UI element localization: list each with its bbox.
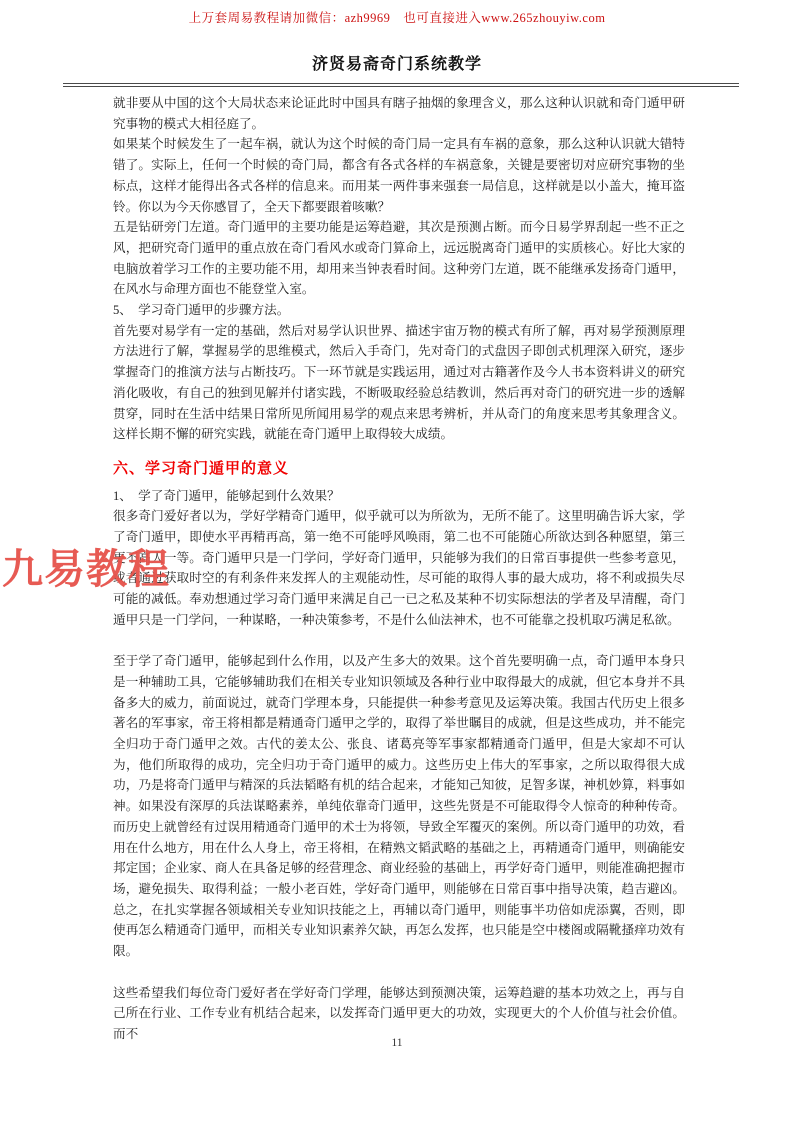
paragraph: 首先要对易学有一定的基础，然后对易学认识世界、描述宇宙万物的模式有所了解，再对易学预测原理方法进行了解，掌握易学的思维模式，然后入手奇门，先对奇门的式盘因子即创式机理深入研究，逐步掌握奇门的推演方法与占断技巧。下一环节就是实践运用，通过对古籍著作及今人书本资料讲义的研究消化吸收，有自己的独到见解并付诸实践，不断吸取经验总结教训，然后再对奇门的研究进一步的透解贯穿，同时在生活中结果日常所见所闻用易学的观点来思考辨析，并从奇门的角度来思考其象理含义。这样长期不懈的研究实践，就能在奇门遁甲上取得较大成绩。 [113, 323, 685, 442]
document-title: 济贤易斋奇门系统教学 [311, 56, 482, 73]
paragraph: 五是钻研旁门左道。奇门遁甲的主要功能是运筹趋避，其次是预测占断。而今日易学界刮起一些不正之风，把研究奇门遁甲的重点放在奇门看风水或奇门算命上，远远脱离奇门遁甲的实质核心。好比大家的电脑放着学习工作的主要功能不用，却用来当钟表看时间。这种旁门左道，既不能继承发扬奇门遁甲，在风水与命理方面也不能登堂入室。 [113, 220, 685, 297]
header-promo-notice: 上万套周易教程请加微信：azh9969 也可直接进入www.265zhouyiw.com [188, 11, 606, 25]
paragraph: 就非要从中国的这个大局状态来论证此时中国具有瞎子抽烟的象理含义，那么这种认识就和奇门遁甲研究事物的模式大相径庭了。 [113, 96, 685, 131]
numbered-list-item: 1、 学了奇门遁甲，能够起到什么效果？ [113, 488, 340, 503]
paragraph-spacer [113, 631, 685, 652]
paragraph: 如果某个时候发生了一起车祸，就认为这个时候的奇门局一定具有车祸的意象，那么这种认识就大错特错了。实际上，任何一个时候的奇门局，都含有各式各样的车祸意象，关键是要密切对应研究事物的坐标点，这样才能得出各式各样的信息来。而用某一两件事来强套一局信息，这样就是以小盖大，掩耳盗铃。你以为今天你感冒了，全天下都要跟着咳嗽？ [113, 137, 685, 214]
paragraph: 很多奇门爱好者以为，学好学精奇门遁甲，似乎就可以为所欲为，无所不能了。这里明确告诉大家，学了奇门遁甲，即使水平再精再高，第一绝不可能呼风唤雨，第二也不可能随心所欲达到各种愿望，第三更不高人一等。奇门遁甲只是一门学问，学好奇门遁甲，只能够为我们的日常百事提供一些参考意见，或者通过获取时空的有利条件来发挥人的主观能动性，尽可能的取得人事的最大成功，将不利或损失尽可能的减低。奉劝想通过学习奇门遁甲来满足自己一已之私及某种不切实际想法的学者及早清醒，奇门遁甲只是一门学问，一种谋略，一种决策参考，不是什么仙法神术，也不可能靠之投机取巧满足私欲。 [113, 509, 685, 627]
watermark-text: 九易教程 [2, 546, 170, 592]
paragraph: 这些希望我们每位奇门爱好者在学好奇门学理，能够达到预测决策，运筹趋避的基本功效之上，再与自己所在行业、工作专业有机结合起来，以发挥奇门遁甲更大的功效，实现更大的个人价值与社会价值。而不 [113, 985, 685, 1041]
section-heading: 六、学习奇门遁甲的意义 [113, 459, 290, 477]
header-divider-line [63, 83, 739, 87]
paragraph: 至于学了奇门遁甲，能够起到什么作用，以及产生多大的效果。这个首先要明确一点，奇门遁甲本身只是一种辅助工具，它能够辅助我们在相关专业知识领域及各种行业中取得最大的成就，但它本身并不具备多大的威力，前面说过，就奇门学理本身，只能提供一种参考意见及运筹决策。我国古代历史上很多著名的军事家，帝王将相都是精通奇门遁甲之学的，取得了举世瞩目的成就，但是这些成功，并不能完全归功于奇门遁甲之效。古代的姜太公、张良、诸葛亮等军事家都精通奇门遁甲，但是大家却不可认为，他们所取得的成功，完全归功于奇门遁甲的威力。这些历史上伟大的军事家，之所以取得很大成功，乃是将奇门遁甲与精深的兵法韬略有机的结合起来，才能知己知彼，足智多谋，神机妙算，料事如神。如果没有深厚的兵法谋略素养，单纯依靠奇门遁甲，这些先贤是不可能取得令人惊奇的种种传奇。而历史上就曾经有过误用精通奇门遁甲的术士为将领，导致全军覆灭的案例。所以奇门遁甲的功效，看用在什么地方，用在什么人身上，帝王将相，在精熟文韬武略的基础之上，再精通奇门遁甲，则确能安邦定国；企业家、商人在具备足够的经营理念、商业经验的基础上，再学好奇门遁甲，则能准确把握市场，避免损失、取得利益；一般小老百姓，学好奇门遁甲，则能够在日常百事中指导决策，趋吉避凶。总之，在扎实掌握各领域相关专业知识技能之上，再辅以奇门遁甲，则能事半功倍如虎添翼，否则，即使再怎么精通奇门遁甲，而相关专业知识素养欠缺，再怎么发挥，也只能是空中楼阁或隔靴搔痒功效有限。 [113, 654, 685, 959]
page-number: 11 [391, 1037, 403, 1049]
numbered-list-item: 5、 学习奇门遁甲的步骤方法。 [113, 303, 290, 318]
document-body [113, 93, 685, 1045]
paragraph-spacer [113, 962, 685, 983]
